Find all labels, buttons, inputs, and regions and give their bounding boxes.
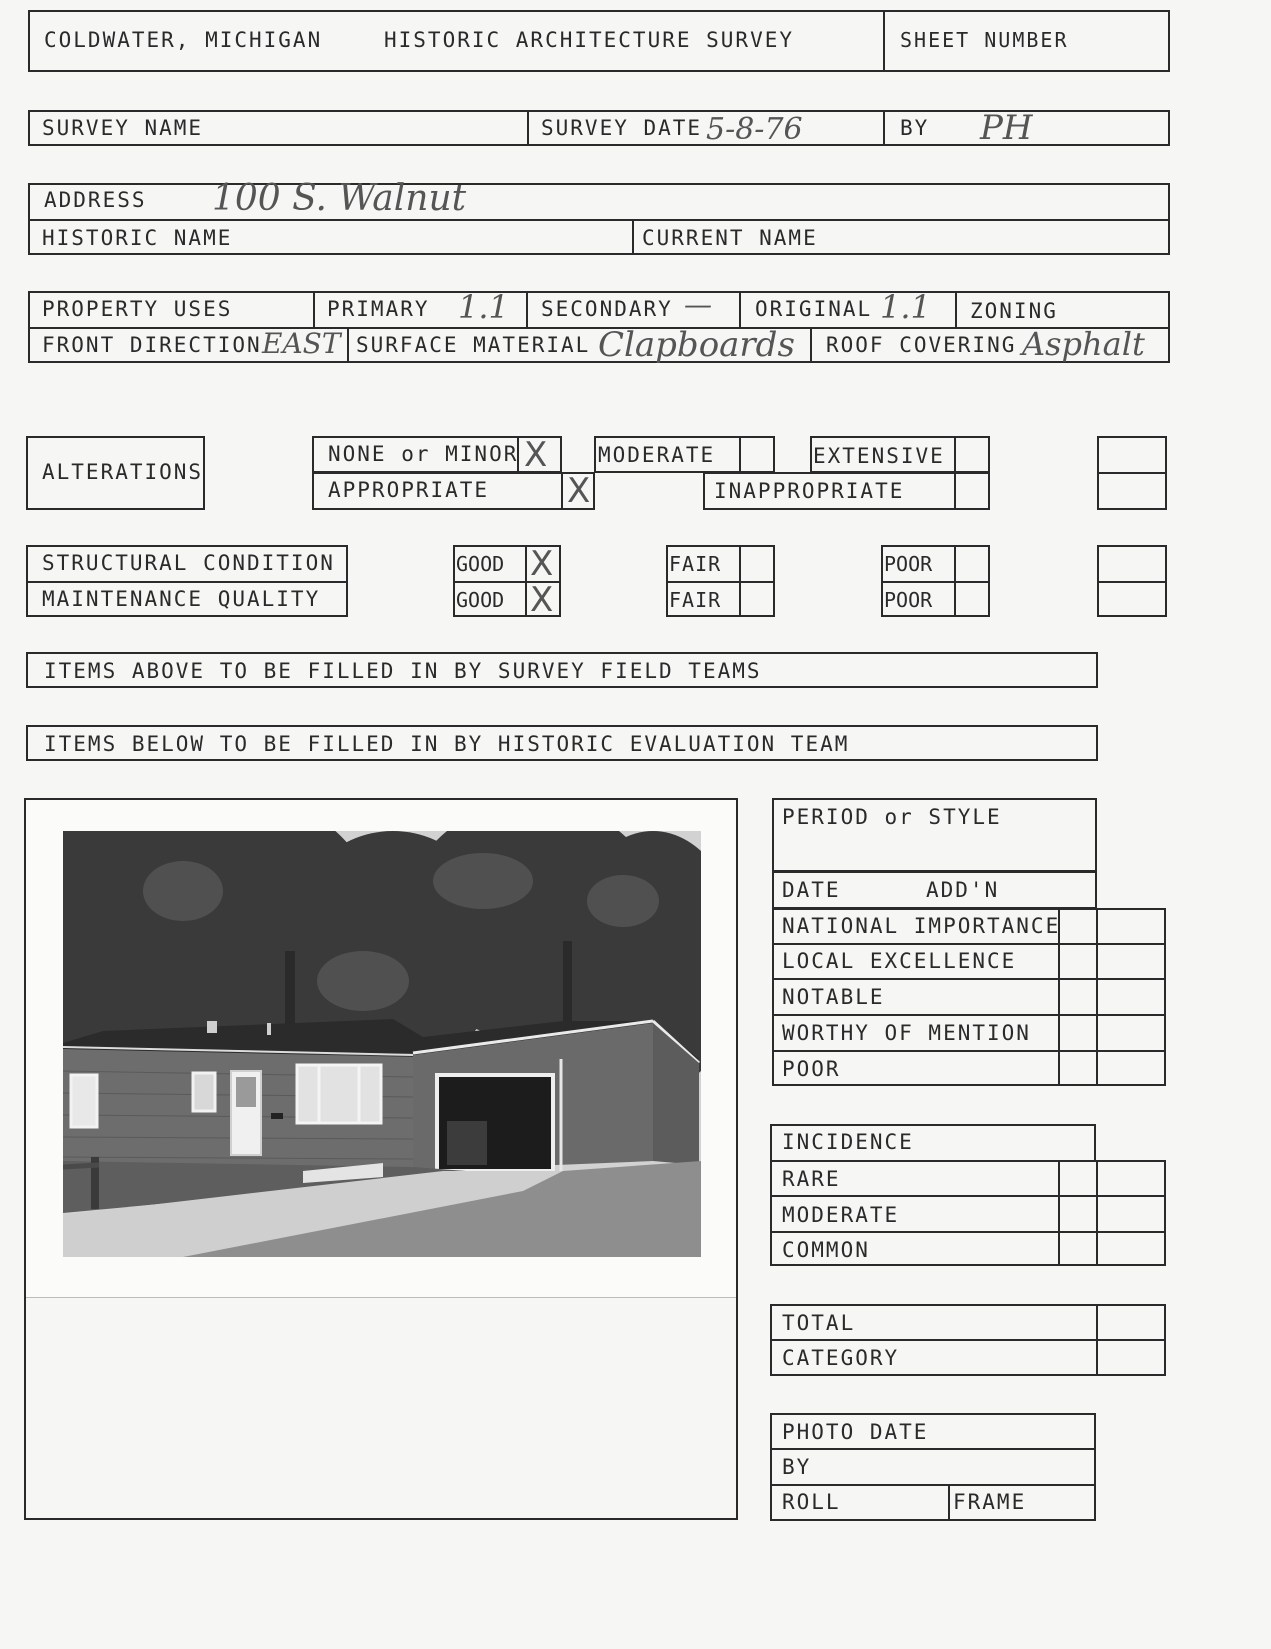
primary-value: 1.1 xyxy=(458,288,509,326)
fair-divider xyxy=(666,581,775,583)
photo-by-label: BY xyxy=(782,1455,812,1479)
poor-divider xyxy=(881,581,990,583)
sheet-number-label: SHEET NUMBER xyxy=(900,28,1069,52)
appropriate-label: APPROPRIATE xyxy=(328,478,490,502)
photo-picture-window xyxy=(297,1065,381,1123)
note-above: ITEMS ABOVE TO BE FILLED IN BY SURVEY FIELD TEAMS xyxy=(44,659,762,683)
roof-covering-value: Asphalt xyxy=(1022,325,1145,363)
original-label: ORIGINAL xyxy=(755,297,873,321)
original-value: 1.1 xyxy=(880,288,931,326)
front-direction-value: EAST xyxy=(262,327,341,360)
none-minor-check[interactable]: X xyxy=(524,435,548,475)
photo-garage-interior xyxy=(447,1121,487,1165)
photo-mailbox xyxy=(271,1113,283,1119)
none-minor-label: NONE or MINOR xyxy=(328,442,519,466)
historic-name-label: HISTORIC NAME xyxy=(42,226,233,250)
incidence-row-line-2 xyxy=(770,1231,1166,1233)
worthy-of-mention-label: WORTHY OF MENTION xyxy=(782,1021,1031,1045)
structural-condition-label: STRUCTURAL CONDITION xyxy=(42,551,335,575)
incidence-score-divider-2 xyxy=(1096,1160,1098,1266)
header-city: COLDWATER, MICHIGAN xyxy=(44,28,323,52)
photo-tree-trunk xyxy=(285,951,295,1031)
moderate-alt-label: MODERATE xyxy=(598,443,716,467)
importance-row-line-2 xyxy=(772,978,1166,980)
header-divider xyxy=(883,10,885,72)
photo-date-label: PHOTO DATE xyxy=(782,1420,929,1444)
address-label: ADDRESS xyxy=(44,188,147,212)
front-direction-label: FRONT DIRECTION xyxy=(42,333,262,357)
maintenance-good-check[interactable]: X xyxy=(530,580,554,620)
importance-score-divider-2 xyxy=(1096,908,1098,1086)
secondary-value: — xyxy=(684,288,712,321)
rare-label: RARE xyxy=(782,1167,841,1191)
photo-fence-rail xyxy=(63,1165,99,1167)
incidence-row-line-1 xyxy=(770,1195,1166,1197)
incidence-title: INCIDENCE xyxy=(782,1130,914,1154)
primary-label: PRIMARY xyxy=(327,297,430,321)
property-uses-label: PROPERTY USES xyxy=(42,297,233,321)
poor-check-divider xyxy=(954,545,956,617)
importance-row-line-4 xyxy=(772,1050,1166,1052)
secondary-label: SECONDARY xyxy=(541,297,673,321)
maintenance-poor-label: POOR xyxy=(884,588,933,612)
importance-row-line-3 xyxy=(772,1014,1166,1016)
totals-score-divider xyxy=(1096,1304,1098,1376)
maintenance-quality-label: MAINTENANCE QUALITY xyxy=(42,587,321,611)
extensive-label: EXTENSIVE xyxy=(813,444,945,468)
period-style-label: PERIOD or STYLE xyxy=(782,805,1002,829)
survey-by-label: BY xyxy=(900,116,930,140)
incidence-score-divider xyxy=(1058,1160,1060,1266)
structural-good-label: GOOD xyxy=(456,552,505,576)
note-below: ITEMS BELOW TO BE FILLED IN BY HISTORIC EVALUATION TEAM xyxy=(44,732,850,756)
photo-window-left xyxy=(71,1075,97,1127)
appropriate-check[interactable]: X xyxy=(567,471,591,511)
property-v3 xyxy=(739,291,741,327)
photo-roof-vent xyxy=(207,1021,217,1033)
survey-date-value: 5-8-76 xyxy=(706,112,803,147)
alterations-score-divider xyxy=(1097,472,1167,474)
frame-label: FRAME xyxy=(953,1490,1027,1514)
name-divider xyxy=(632,219,634,255)
inappropriate-label: INAPPROPRIATE xyxy=(714,479,905,503)
address-value: 100 S. Walnut xyxy=(212,178,467,219)
structural-fair-label: FAIR xyxy=(669,552,722,576)
date-label: DATE xyxy=(782,878,841,902)
current-name-label: CURRENT NAME xyxy=(642,226,818,250)
moderate-alt-check-divider xyxy=(739,436,741,473)
photo-roof-vent-2 xyxy=(267,1023,271,1035)
totals-row-line xyxy=(770,1339,1166,1341)
common-label: COMMON xyxy=(782,1238,870,1262)
maintenance-good-label: GOOD xyxy=(456,588,505,612)
structural-poor-label: POOR xyxy=(884,552,933,576)
surface-material-label: SURFACE MATERIAL xyxy=(356,333,591,357)
total-label: TOTAL xyxy=(782,1311,856,1335)
survey-divider-1 xyxy=(527,110,529,146)
photo-info-row-line-2 xyxy=(770,1484,1096,1486)
property-v2 xyxy=(526,291,528,327)
photo-window-small xyxy=(193,1073,215,1111)
fair-check-divider xyxy=(739,545,741,617)
survey-date-label: SURVEY DATE xyxy=(541,116,703,140)
survey-divider-2 xyxy=(883,110,885,146)
importance-row-line-1 xyxy=(772,943,1166,945)
survey-by-value: PH xyxy=(980,108,1033,148)
alterations-label: ALTERATIONS xyxy=(42,460,204,484)
addn-label: ADD'N xyxy=(926,878,1000,902)
property-v5 xyxy=(347,327,349,363)
good-check-divider xyxy=(525,545,527,617)
property-v6 xyxy=(810,327,812,363)
address-divider xyxy=(28,219,1170,221)
roll-frame-divider xyxy=(948,1484,950,1521)
national-importance-label: NATIONAL IMPORTANCE xyxy=(782,914,1061,938)
maintenance-fair-label: FAIR xyxy=(669,588,722,612)
roof-covering-label: ROOF COVERING xyxy=(826,333,1017,357)
local-excellence-label: LOCAL EXCELLENCE xyxy=(782,949,1017,973)
category-label: CATEGORY xyxy=(782,1346,900,1370)
property-v4 xyxy=(955,291,957,327)
moderate-incidence-label: MODERATE xyxy=(782,1203,900,1227)
zoning-label: ZONING xyxy=(970,299,1058,323)
house-photo xyxy=(63,831,701,1257)
condition-score-divider xyxy=(1097,581,1167,583)
photo-door-glass xyxy=(236,1077,256,1107)
property-v1 xyxy=(313,291,315,327)
condition-label-divider xyxy=(26,581,348,583)
notable-label: NOTABLE xyxy=(782,985,885,1009)
poor-rating-label: POOR xyxy=(782,1057,841,1081)
header-survey-title: HISTORIC ARCHITECTURE SURVEY xyxy=(384,28,795,52)
photo-tree-trunk-2 xyxy=(563,941,572,1031)
photo-info-row-line-1 xyxy=(770,1448,1096,1450)
surface-material-value: Clapboards xyxy=(598,325,795,365)
survey-name-label: SURVEY NAME xyxy=(42,116,204,140)
structural-good-check[interactable]: X xyxy=(530,544,554,584)
appropriate-check-divider xyxy=(561,472,563,510)
photo-mount-edge xyxy=(26,1297,736,1298)
roll-label: ROLL xyxy=(782,1490,841,1514)
